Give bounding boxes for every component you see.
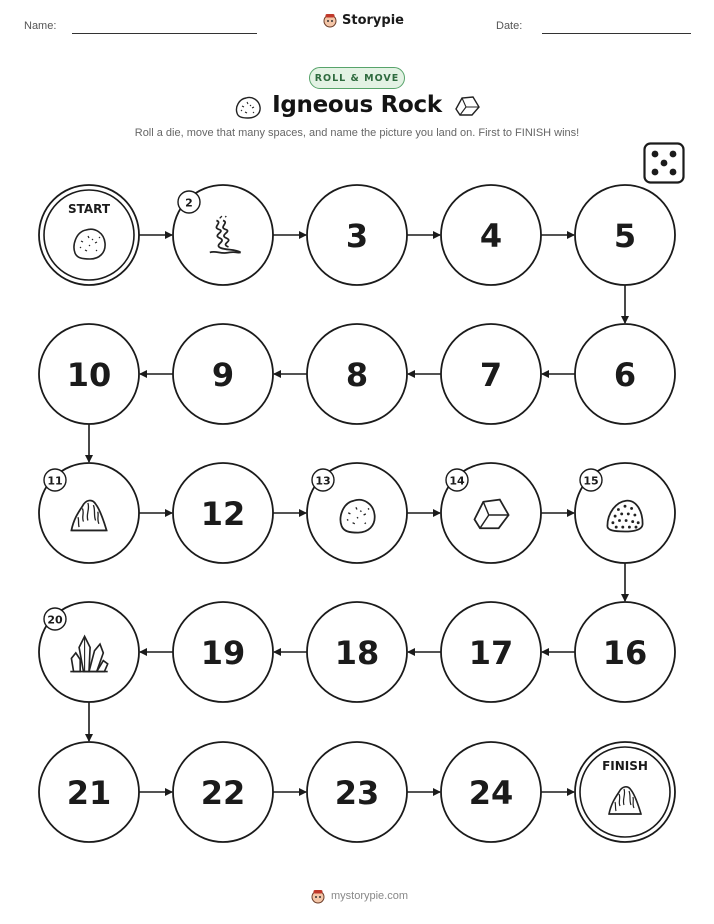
space-number-badge: 15 <box>583 474 599 488</box>
space-number-badge: 14 <box>449 474 465 488</box>
footer <box>310 888 408 904</box>
space-number: 19 <box>200 634 246 672</box>
brand-name: Storypie <box>342 12 404 28</box>
space-14 <box>441 463 541 563</box>
space-number-badge: 13 <box>315 474 331 488</box>
space-21 <box>39 742 139 842</box>
space-number: 16 <box>602 634 648 672</box>
space-2 <box>173 185 273 285</box>
date-label: Date: <box>496 20 523 32</box>
space-6 <box>575 324 675 424</box>
board-spaces <box>39 185 675 842</box>
rock-lump-icon <box>341 500 375 533</box>
space-20 <box>39 602 139 702</box>
space-number: 8 <box>345 356 369 394</box>
space-11 <box>39 463 139 563</box>
page-title: Igneous Rock <box>272 92 442 118</box>
game-type-badge: ROLL & MOVE <box>309 67 405 89</box>
space-5 <box>575 185 675 285</box>
space-8 <box>307 324 407 424</box>
storypie-mascot-icon <box>310 888 326 904</box>
space-24 <box>441 742 541 842</box>
space-3 <box>307 185 407 285</box>
space-4 <box>441 185 541 285</box>
space-number-badge: 2 <box>185 196 193 210</box>
space-number: 3 <box>345 217 369 255</box>
start-label: START <box>67 202 111 216</box>
space-10 <box>39 324 139 424</box>
space-number: 24 <box>468 774 514 812</box>
space-number: 9 <box>211 356 235 394</box>
space-number: 7 <box>479 356 503 394</box>
space-13 <box>307 463 407 563</box>
space-19 <box>173 602 273 702</box>
space-number: 6 <box>613 356 637 394</box>
space-16 <box>575 602 675 702</box>
space-number: 18 <box>334 634 380 672</box>
space-number: 12 <box>200 495 246 533</box>
name-label: Name: <box>24 20 57 32</box>
space-number-badge: 11 <box>47 474 63 488</box>
space-23 <box>307 742 407 842</box>
space-22 <box>173 742 273 842</box>
rock-lump-icon <box>74 229 105 259</box>
space-number: 10 <box>66 356 112 394</box>
space-7 <box>441 324 541 424</box>
space-number: 17 <box>468 634 514 672</box>
space-number: 4 <box>479 217 503 255</box>
space-number: 23 <box>334 774 380 812</box>
space-finish <box>575 742 675 842</box>
space-15 <box>575 463 675 563</box>
space-18 <box>307 602 407 702</box>
space-number-badge: 20 <box>47 613 63 627</box>
finish-label: FINISH <box>602 759 648 773</box>
space-12 <box>173 463 273 563</box>
space-start <box>39 185 139 285</box>
space-17 <box>441 602 541 702</box>
space-number: 21 <box>66 774 112 812</box>
footer-url: mystorypie.com <box>331 890 409 902</box>
space-9 <box>173 324 273 424</box>
space-number: 22 <box>200 774 246 812</box>
space-number: 5 <box>613 217 637 255</box>
instructions-text: Roll a die, move that many spaces, and name the picture you land on. First to FINISH wins! <box>134 127 580 139</box>
